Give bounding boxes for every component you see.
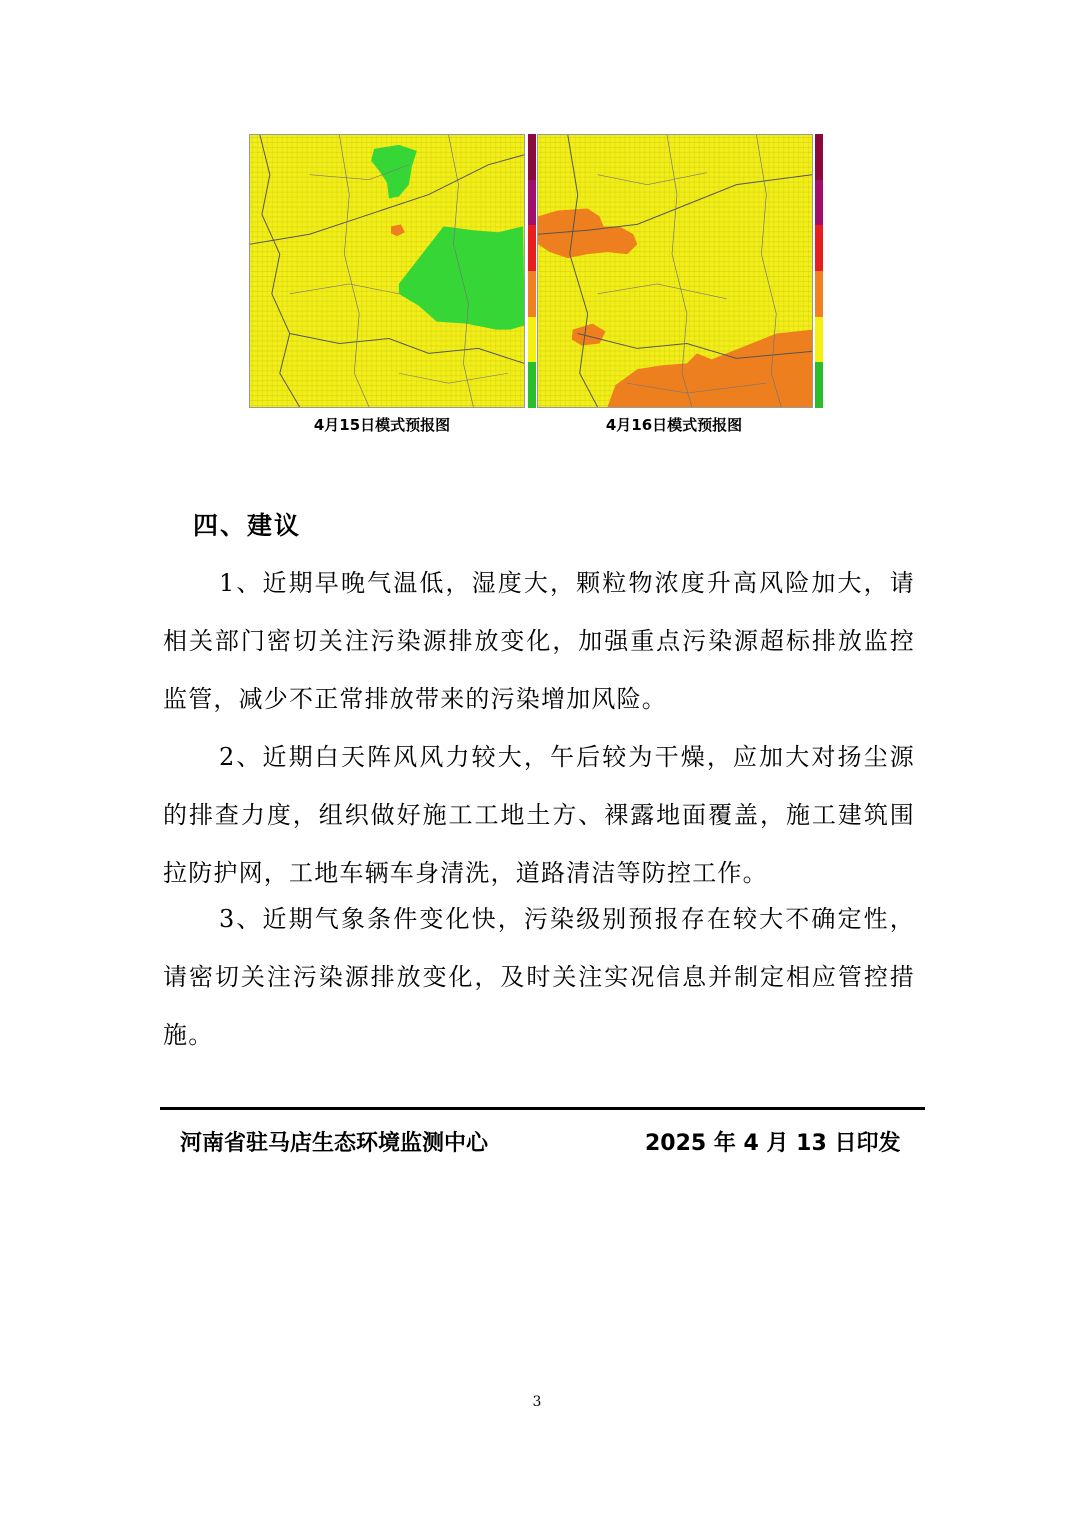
paragraph-3: 3、近期气象条件变化快，污染级别预报存在较大不确定性，请密切关注污染源排放变化，及时关注实况信息并制定相应管控措施。 [163,905,915,1049]
legend-swatch [528,362,536,408]
legend-swatch [528,271,536,317]
legend-swatch [528,225,536,271]
forecast-map-apr15 [249,134,525,408]
issue-date: 2025 年 4 月 13 日印发 [645,1131,901,1156]
footer-divider [160,1107,925,1110]
forecast-map-apr16 [537,134,813,408]
legend-swatch [528,134,536,180]
legend-swatch [528,180,536,226]
legend-swatch [815,180,823,226]
section-heading: 四、建议 [193,511,302,540]
figure-caption-apr16: 4月16日模式预报图 [605,416,743,434]
legend-swatch [815,362,823,408]
forecast-map-apr15-graphic [250,135,524,407]
forecast-map-apr16-graphic [538,135,812,407]
legend-swatch [815,225,823,271]
legend-swatch [815,271,823,317]
legend-swatch [815,317,823,363]
legend-swatch [815,134,823,180]
color-legend-left [528,134,536,408]
issuer-name: 河南省驻马店生态环境监测中心 [180,1131,489,1156]
paragraph-2: 2、近期白天阵风风力较大，午后较为干燥，应加大对扬尘源的排查力度，组织做好施工工地土方、裸露地面覆盖，施工建筑围拉防护网，工地车辆车身清洗，道路清洁等防控工作。 [163,743,915,887]
paragraph-1: 1、近期早晚气温低，湿度大，颗粒物浓度升高风险加大，请相关部门密切关注污染源排放变化，加强重点污染源超标排放监控监管，减少不正常排放带来的污染增加风险。 [163,569,915,713]
legend-swatch [528,317,536,363]
page-number: 3 [532,1394,542,1410]
figure-caption-apr15: 4月15日模式预报图 [313,416,451,434]
color-legend-right [815,134,823,408]
